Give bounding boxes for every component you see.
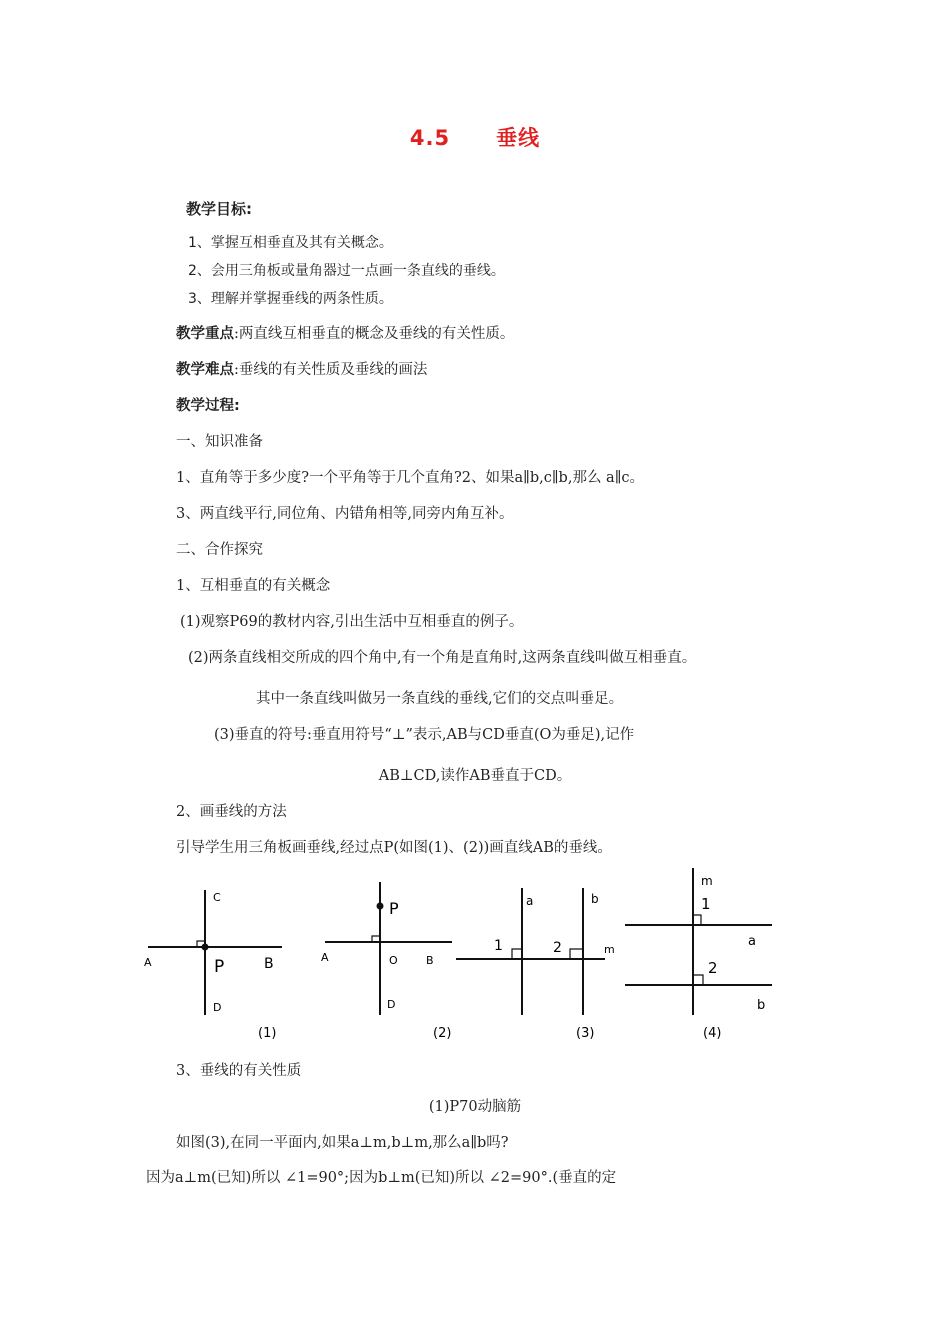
section2-heading: 二、合作探究: [176, 542, 263, 558]
difficulty: 教学难点:垂线的有关性质及垂线的画法: [176, 362, 428, 378]
fig1-point-p: [202, 944, 208, 950]
section3-think: (1)P70动脑筋: [428, 1099, 522, 1115]
page-title: 4.5 垂线: [409, 126, 541, 150]
section1-heading: 一、知识准备: [176, 434, 263, 450]
fig4-label-a: a: [748, 934, 756, 949]
fig4-label-2: 2: [708, 959, 718, 977]
fig4-label-1: 1: [701, 895, 711, 913]
process-heading: 教学过程:: [176, 398, 240, 414]
section3-reason: 因为a⊥m(已知)所以 ∠1=90°;因为b⊥m(已知)所以 ∠2=90°.(垂直的定: [146, 1170, 617, 1186]
key-point: 教学重点:两直线互相垂直的概念及垂线的有关性质。: [176, 326, 515, 342]
section2-p1: (1)观察P69的教材内容,引出生活中互相垂直的例子。: [180, 614, 524, 630]
section1-q1: 1、直角等于多少度?一个平角等于几个直角?2、如果a∥b,c∥b,那么 a∥c。: [176, 470, 645, 486]
fig2-label-d: D: [387, 998, 396, 1011]
fig4-label-m: m: [701, 874, 713, 888]
fig3-right-angle-1: [512, 949, 522, 959]
fig2-caption: (2): [433, 1026, 452, 1041]
goal-item-3: 3、理解并掌握垂线的两条性质。: [188, 291, 393, 307]
section1-q3: 3、两直线平行,同位角、内错角相等,同旁内角互补。: [176, 506, 514, 522]
fig2-label-p: P: [389, 899, 399, 918]
fig2-point-p: [377, 903, 383, 909]
fig1-label-b: B: [264, 956, 274, 972]
fig1-label-c: C: [213, 891, 221, 904]
fig1-label-d: D: [213, 1001, 222, 1014]
fig4-label-b: b: [757, 998, 766, 1013]
fig3-right-angle-2: [570, 949, 583, 959]
section2-p2b: 其中一条直线叫做另一条直线的垂线,它们的交点叫垂足。: [256, 691, 624, 707]
fig4-right-angle-2: [693, 975, 703, 985]
fig3-label-b: b: [591, 892, 599, 906]
fig3-label-m: m: [604, 943, 615, 956]
fig3-label-a: a: [526, 894, 534, 908]
section2-sub1: 1、互相垂直的有关概念: [176, 578, 331, 594]
goal-item-2: 2、会用三角板或量角器过一点画一条直线的垂线。: [188, 263, 505, 279]
fig4-right-angle-1: [693, 915, 701, 925]
fig4-caption: (4): [703, 1026, 722, 1041]
section2-p3: (3)垂直的符号:垂直用符号“⊥”表示,AB与CD垂直(O为垂足),记作: [214, 727, 635, 743]
perpendicular-figures: [0, 860, 950, 1050]
fig3-label-2: 2: [553, 940, 562, 956]
fig1-label-a: A: [144, 956, 152, 969]
fig2-label-o: O: [389, 954, 398, 967]
fig3-label-1: 1: [494, 938, 503, 954]
figure-1: [148, 890, 282, 1015]
fig3-caption: (3): [576, 1026, 595, 1041]
fig2-label-a: A: [321, 951, 329, 964]
fig2-label-b: B: [426, 954, 434, 967]
section2-sub2: 2、画垂线的方法: [176, 804, 287, 820]
section2-p2: (2)两条直线相交所成的四个角中,有一个角是直角时,这两条直线叫做互相垂直。: [188, 650, 697, 666]
section2-p3b: AB⊥CD,读作AB垂直于CD。: [378, 768, 572, 784]
goals-heading: 教学目标:: [186, 200, 252, 218]
section3-sub3: 3、垂线的有关性质: [176, 1063, 302, 1079]
section3-question: 如图(3),在同一平面内,如果a⊥m,b⊥m,那么a∥b吗?: [176, 1135, 509, 1151]
goal-item-1: 1、掌握互相垂直及其有关概念。: [188, 235, 393, 251]
fig1-label-p: P: [214, 957, 225, 977]
section2-draw: 引导学生用三角板画垂线,经过点P(如图(1)、(2))画直线AB的垂线。: [176, 840, 612, 856]
fig1-caption: (1): [258, 1026, 277, 1041]
